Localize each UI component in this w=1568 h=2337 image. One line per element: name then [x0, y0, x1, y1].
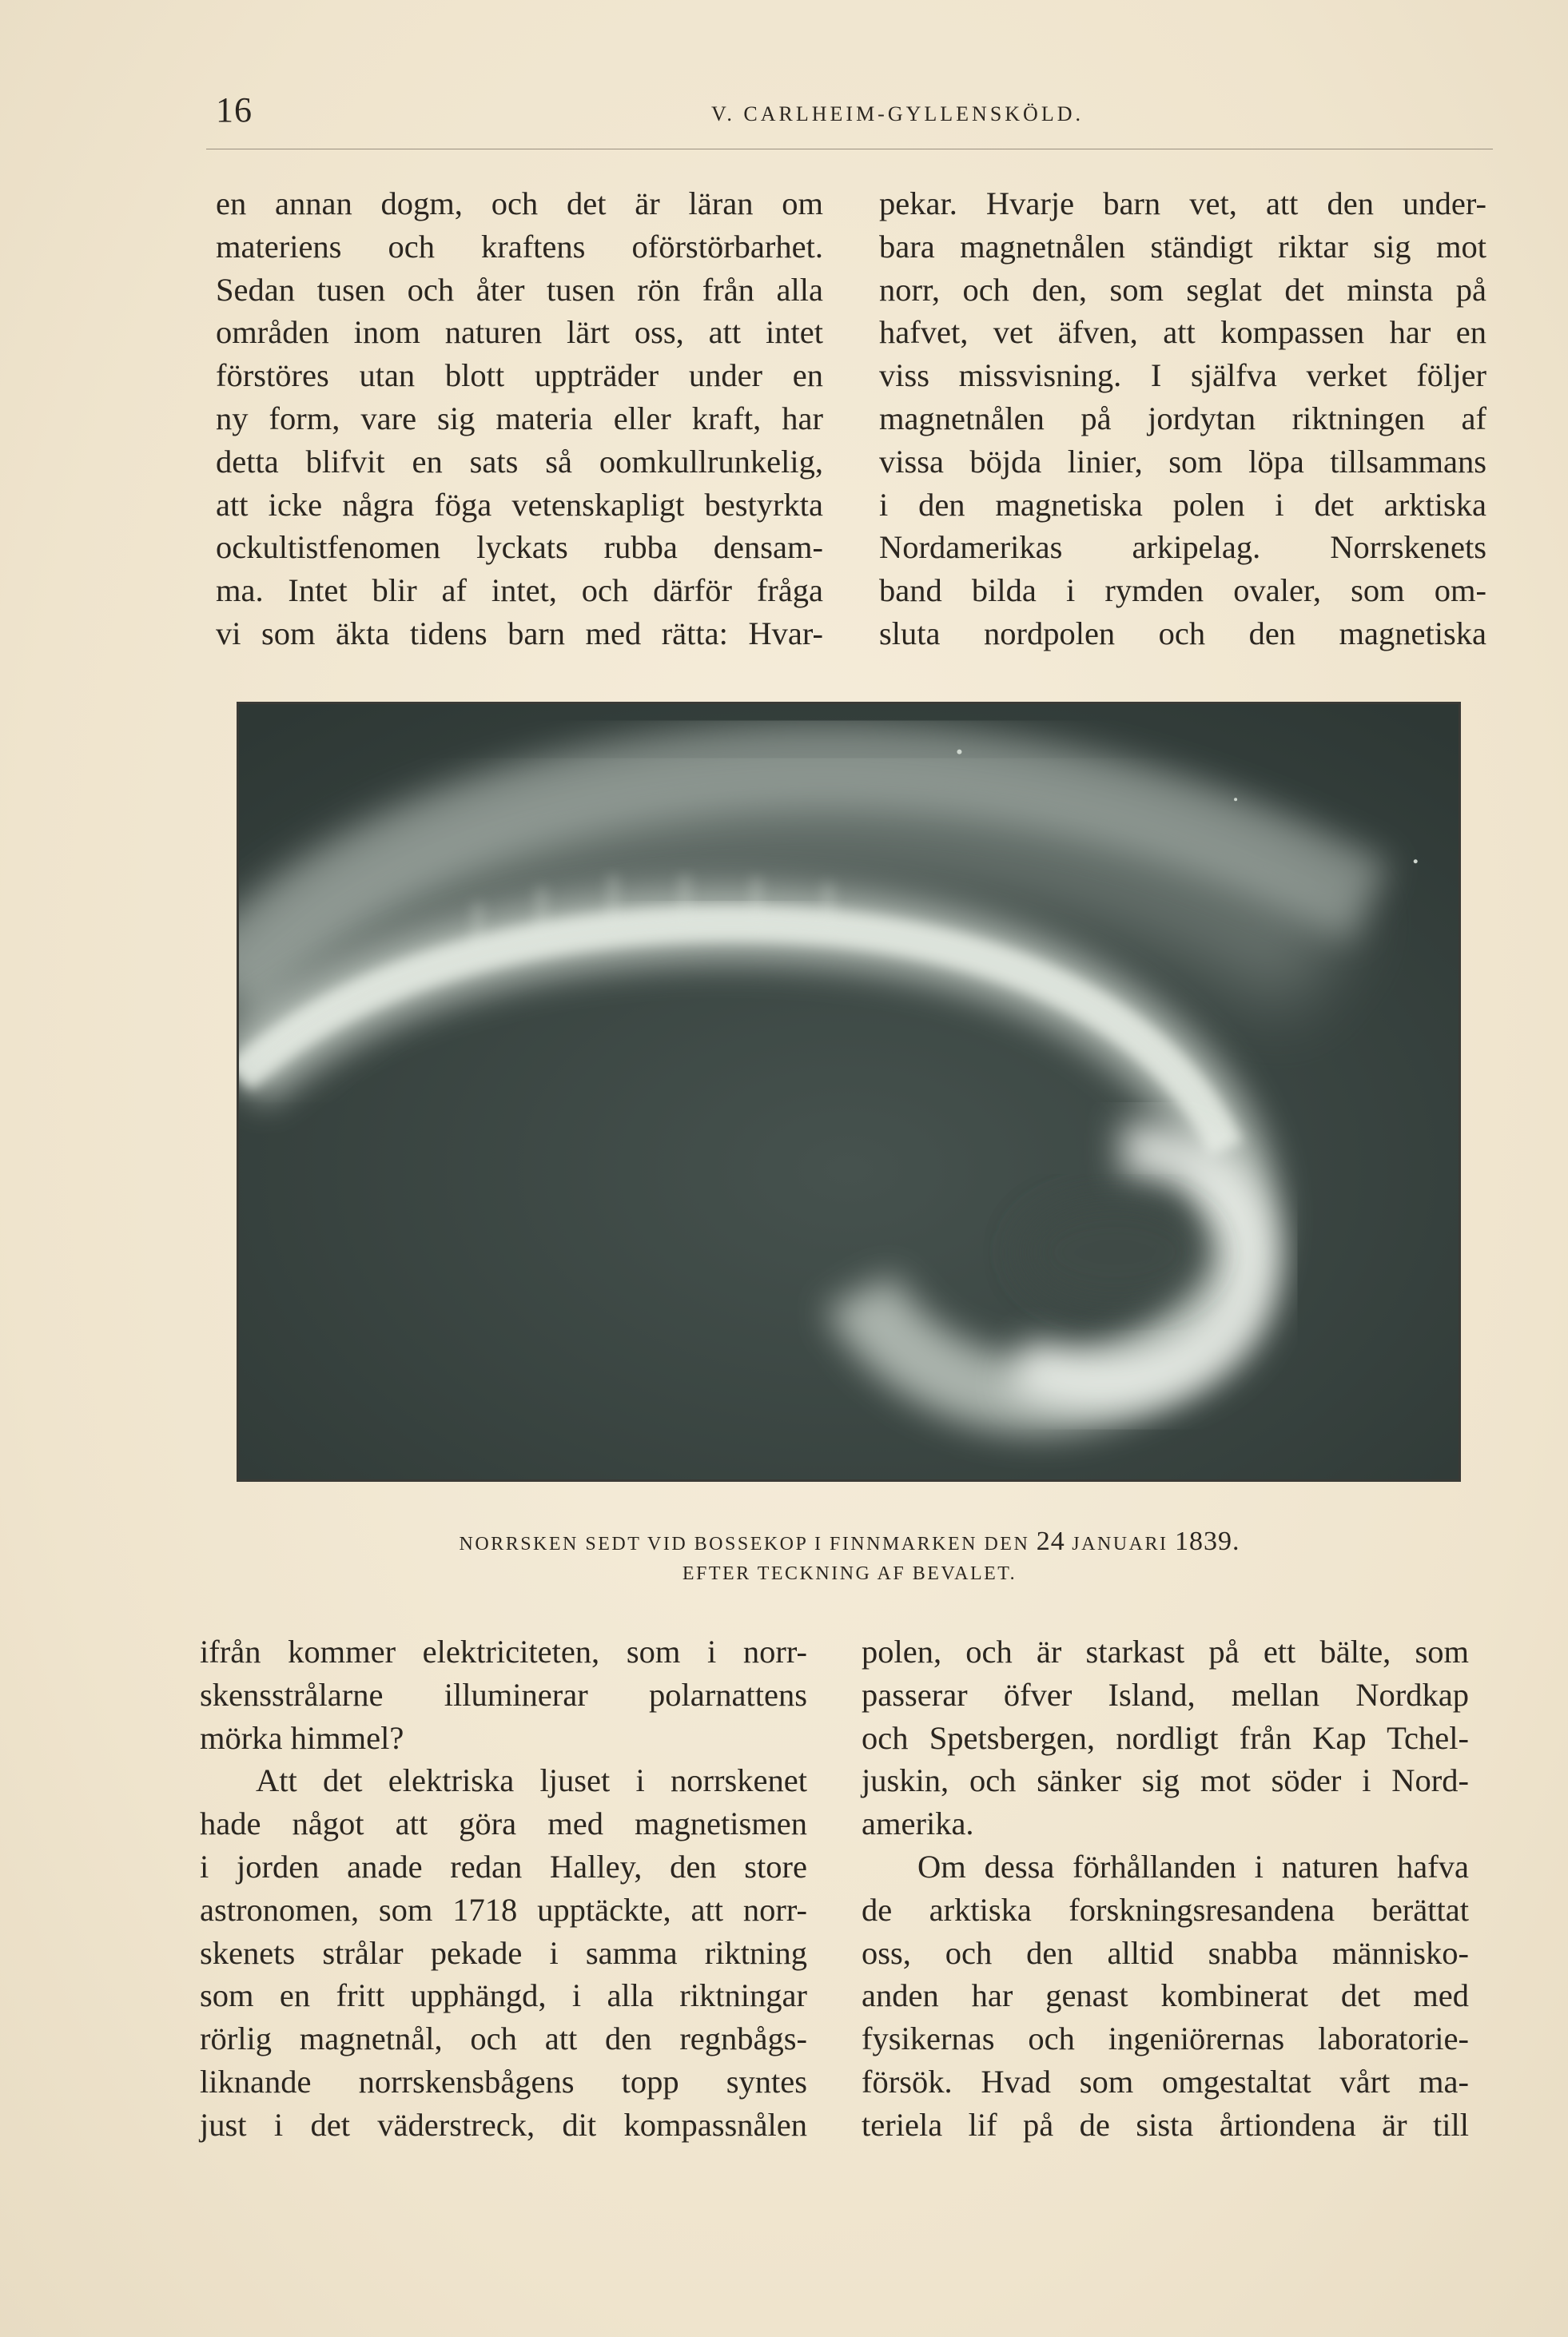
text-line: ifrån kommer elektriciteten, som i norr-: [200, 1634, 807, 1670]
text-line: bara magnetnålen ständigt riktar sig mot: [879, 228, 1486, 265]
text-line: skensstrålarne illuminerar polarnattens: [200, 1676, 807, 1713]
text-line: i jorden anade redan Halley, den store: [200, 1848, 807, 1885]
text-line: ma. Intet blir af intet, och därför fråga: [216, 572, 823, 609]
text-line: magnetnålen på jordytan riktningen af: [879, 400, 1486, 436]
caption-month: JANUARI: [1065, 1534, 1175, 1555]
aurora-drawing: [239, 704, 1459, 1479]
text-line: band bilda i rymden ovaler, som om-: [879, 572, 1486, 609]
aurora-illustration: [237, 702, 1461, 1482]
caption-year: 1839.: [1174, 1527, 1240, 1556]
caption-day: 24: [1036, 1527, 1065, 1556]
text-line: materiens och kraftens oförstörbarhet.: [216, 228, 823, 265]
text-line: Om dessa förhållanden i naturen hafva: [917, 1848, 1469, 1885]
text-line: hafvet, vet äfven, att kompassen har en: [879, 314, 1486, 351]
text-line: Nordamerikas arkipelag. Norrskenets: [879, 529, 1486, 566]
text-line: ockultistfenomen lyckats rubba densam-: [216, 529, 823, 566]
text-line: förstöres utan blott uppträder under en: [216, 357, 823, 394]
text-line: anden har genast kombinerat det med: [862, 1977, 1469, 2014]
text-line: juskin, och sänker sig mot söder i Nord-: [862, 1762, 1469, 1799]
page-header: [206, 90, 1493, 137]
text-line: liknande norrskensbågens topp syntes: [200, 2063, 807, 2100]
text-line: hade något att göra med magnetismen: [200, 1806, 807, 1842]
text-line: i den magnetiska polen i det arktiska: [879, 486, 1486, 523]
text-line: en annan dogm, och det är läran om: [216, 185, 823, 221]
star: [1414, 859, 1418, 863]
text-line: fysikernas och ingeniörernas laboratorie-: [862, 2020, 1469, 2057]
text-line: viss missvisning. I själfva verket följer: [879, 357, 1486, 394]
text-line: just i det väderstreck, dit kompassnålen: [200, 2106, 807, 2143]
text-line: Att det elektriska ljuset i norrskenet: [256, 1762, 807, 1799]
star: [1234, 798, 1237, 801]
text-line: att icke några föga vetenskapligt bestyrkta: [216, 486, 823, 523]
text-line: försök. Hvad som omgestaltat vårt ma-: [862, 2063, 1469, 2100]
text-line: områden inom naturen lärt oss, att intet: [216, 314, 823, 351]
text-line: de arktiska forskningsresandena berättat: [862, 1891, 1469, 1928]
text-line: Sedan tusen och åter tusen rön från alla: [216, 271, 823, 308]
text-line: oss, och den alltid snabba människo-: [862, 1934, 1469, 1971]
text-column-bottom-left: [200, 1630, 807, 2147]
text-line: astronomen, som 1718 upptäckte, att norr-: [200, 1891, 807, 1928]
page-number: 16: [216, 90, 253, 129]
text-column-top-right: [879, 182, 1486, 655]
figure-caption-line-2: EFTER TECKNING AF BEVALET.: [682, 1563, 1017, 1584]
figure-caption-line-1: [206, 1527, 1493, 1557]
text-column-top-left: [216, 182, 823, 655]
text-line: sluta nordpolen och den magnetiska: [879, 615, 1486, 651]
text-line: norr, och den, som seglat det minsta på: [879, 271, 1486, 308]
star: [957, 750, 961, 754]
text-line: ny form, vare sig materia eller kraft, har: [216, 400, 823, 436]
text-line: som en fritt upphängd, i alla riktningar: [200, 1977, 807, 2014]
caption-text: NORRSKEN SEDT VID BOSSEKOP I FINNMARKEN DEN: [459, 1534, 1037, 1555]
text-line: vissa böjda linier, som löpa tillsammans: [879, 443, 1486, 480]
text-line: skenets strålar pekade i samma riktning: [200, 1934, 807, 1971]
text-line: mörka himmel?: [200, 1719, 404, 1756]
text-line: pekar. Hvarje barn vet, att den under-: [879, 185, 1486, 221]
text-column-bottom-right: [862, 1630, 1469, 2147]
text-line: amerika.: [862, 1806, 974, 1842]
text-line: polen, och är starkast på ett bälte, som: [862, 1634, 1469, 1670]
text-line: passerar öfver Island, mellan Nordkap: [862, 1676, 1469, 1713]
text-line: vi som äkta tidens barn med rätta: Hvar-: [216, 615, 823, 651]
text-line: rörlig magnetnål, och att den regnbågs-: [200, 2020, 807, 2057]
text-line: detta blifvit en sats så oomkullrunkelig,: [216, 443, 823, 480]
running-head: V. CARLHEIM-GYLLENSKÖLD.: [710, 102, 1084, 125]
text-line: teriela lif på de sista årtiondena är till: [862, 2106, 1469, 2143]
aurora-dark-core: [1019, 1196, 1210, 1308]
text-line: och Spetsbergen, nordligt från Kap Tchel-: [862, 1719, 1469, 1756]
